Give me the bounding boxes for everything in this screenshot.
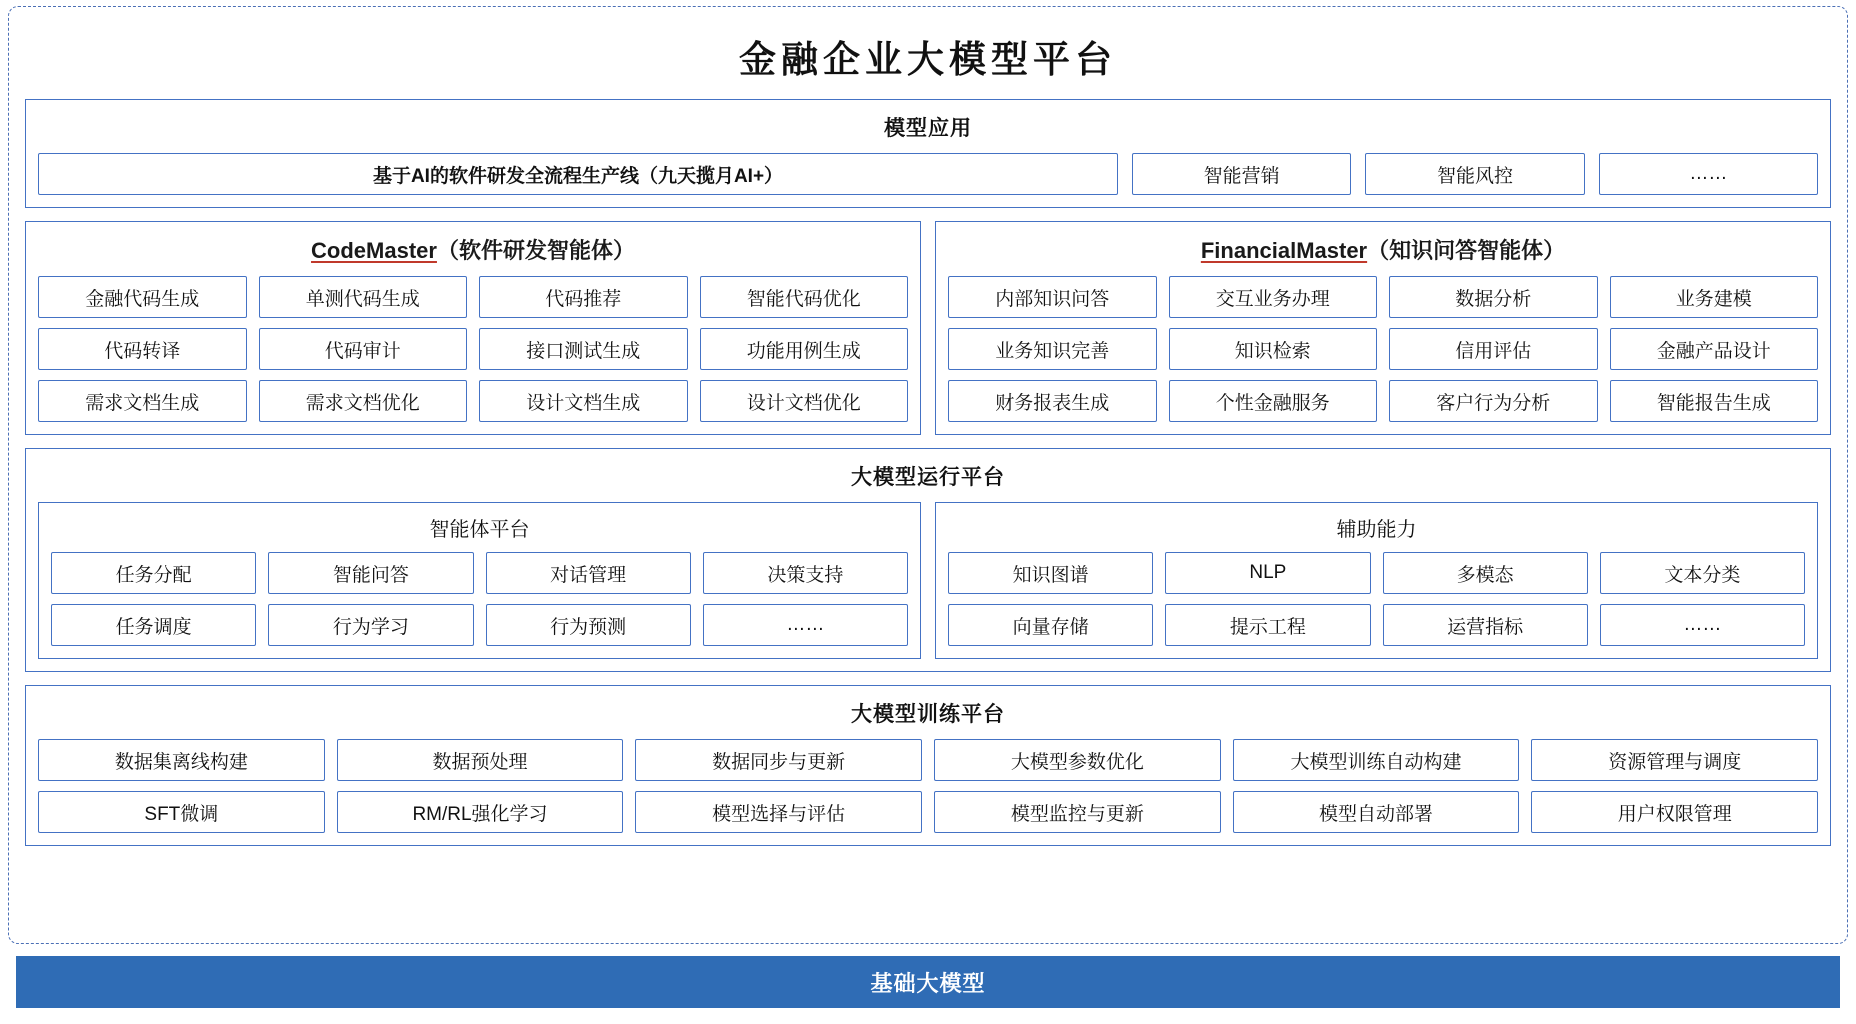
agent-platform-item[interactable]: 任务调度	[51, 604, 256, 646]
codemaster-title-cn: （软件研发智能体）	[436, 238, 635, 263]
training-item[interactable]: 数据预处理	[337, 739, 624, 781]
agent-platform-row	[51, 552, 908, 594]
section-title-training: 大模型训练平台	[851, 703, 1005, 726]
financialmaster-row	[948, 380, 1818, 422]
training-item[interactable]: 模型自动部署	[1233, 791, 1520, 833]
agent-platform-item[interactable]: ……	[703, 604, 908, 646]
assist-capability-item[interactable]: 文本分类	[1600, 552, 1805, 594]
application-item[interactable]: ……	[1599, 153, 1818, 195]
section-title-financialmaster	[948, 234, 1818, 265]
section-runtime-platform	[25, 448, 1831, 672]
section-title-runtime: 大模型运行平台	[851, 466, 1005, 489]
assist-capability-item[interactable]: NLP	[1165, 552, 1370, 594]
diagram-outer-frame	[8, 6, 1848, 944]
foundation-model-bar: 基础大模型	[16, 956, 1840, 1008]
codemaster-item[interactable]: 功能用例生成	[700, 328, 909, 370]
financialmaster-item[interactable]: 个性金融服务	[1169, 380, 1378, 422]
training-item[interactable]: SFT微调	[38, 791, 325, 833]
codemaster-item[interactable]: 代码审计	[259, 328, 468, 370]
codemaster-item[interactable]: 金融代码生成	[38, 276, 247, 318]
application-item[interactable]: 智能风控	[1365, 153, 1584, 195]
section-codemaster	[25, 221, 921, 435]
agent-platform-item[interactable]: 对话管理	[486, 552, 691, 594]
financialmaster-row	[948, 276, 1818, 318]
application-item[interactable]: 智能营销	[1132, 153, 1351, 195]
subsection-title-agent-platform: 智能体平台	[429, 519, 530, 541]
financialmaster-item[interactable]: 信用评估	[1389, 328, 1598, 370]
agent-platform-item[interactable]: 行为预测	[486, 604, 691, 646]
financialmaster-item[interactable]: 数据分析	[1389, 276, 1598, 318]
assist-capability-item[interactable]: 向量存储	[948, 604, 1153, 646]
codemaster-item[interactable]: 需求文档生成	[38, 380, 247, 422]
assist-capability-row	[948, 552, 1805, 594]
runtime-inner-columns	[38, 502, 1818, 659]
application-item[interactable]: 基于AI的软件研发全流程生产线（九天揽月AI+）	[38, 153, 1118, 195]
codemaster-item[interactable]: 单测代码生成	[259, 276, 468, 318]
financialmaster-item[interactable]: 交互业务办理	[1169, 276, 1378, 318]
training-item[interactable]: 大模型训练自动构建	[1233, 739, 1520, 781]
codemaster-title-en: CodeMaster	[311, 238, 437, 263]
financialmaster-row	[948, 328, 1818, 370]
training-item[interactable]: 数据同步与更新	[635, 739, 922, 781]
financialmaster-item[interactable]: 内部知识问答	[948, 276, 1157, 318]
training-item[interactable]: 数据集离线构建	[38, 739, 325, 781]
training-row	[38, 739, 1818, 781]
training-row	[38, 791, 1818, 833]
agents-section	[25, 221, 1831, 435]
financialmaster-item[interactable]: 客户行为分析	[1389, 380, 1598, 422]
financialmaster-item[interactable]: 知识检索	[1169, 328, 1378, 370]
training-item[interactable]: 资源管理与调度	[1531, 739, 1818, 781]
training-item[interactable]: 模型监控与更新	[934, 791, 1221, 833]
financialmaster-title-cn: （知识问答智能体）	[1367, 238, 1566, 263]
section-title-codemaster	[38, 234, 908, 265]
agent-platform-item[interactable]: 任务分配	[51, 552, 256, 594]
codemaster-item[interactable]: 设计文档优化	[700, 380, 909, 422]
agent-platform-item[interactable]: 决策支持	[703, 552, 908, 594]
section-model-applications	[25, 99, 1831, 208]
subsection-assist-capability	[935, 502, 1818, 659]
assist-capability-item[interactable]: 知识图谱	[948, 552, 1153, 594]
section-training-platform	[25, 685, 1831, 846]
agent-platform-item[interactable]: 智能问答	[268, 552, 473, 594]
section-financialmaster	[935, 221, 1831, 435]
codemaster-item[interactable]: 接口测试生成	[479, 328, 688, 370]
training-item[interactable]: 模型选择与评估	[635, 791, 922, 833]
assist-capability-item[interactable]: 提示工程	[1165, 604, 1370, 646]
agent-platform-row	[51, 604, 908, 646]
codemaster-row	[38, 276, 908, 318]
financialmaster-item[interactable]: 业务知识完善	[948, 328, 1157, 370]
training-item[interactable]: 用户权限管理	[1531, 791, 1818, 833]
financialmaster-item[interactable]: 财务报表生成	[948, 380, 1157, 422]
codemaster-item[interactable]: 代码转译	[38, 328, 247, 370]
codemaster-item[interactable]: 代码推荐	[479, 276, 688, 318]
assist-capability-row	[948, 604, 1805, 646]
subsection-title-assist-capability: 辅助能力	[1336, 519, 1417, 541]
financialmaster-item[interactable]: 业务建模	[1610, 276, 1819, 318]
training-item[interactable]: 大模型参数优化	[934, 739, 1221, 781]
training-item[interactable]: RM/RL强化学习	[337, 791, 624, 833]
section-title-applications: 模型应用	[884, 117, 972, 140]
subsection-agent-platform	[38, 502, 921, 659]
assist-capability-item[interactable]: 运营指标	[1383, 604, 1588, 646]
applications-row	[38, 153, 1818, 195]
assist-capability-item[interactable]: ……	[1600, 604, 1805, 646]
codemaster-item[interactable]: 设计文档生成	[479, 380, 688, 422]
financialmaster-title-en: FinancialMaster	[1200, 238, 1368, 263]
codemaster-item[interactable]: 需求文档优化	[259, 380, 468, 422]
assist-capability-item[interactable]: 多模态	[1383, 552, 1588, 594]
page-title: 金融企业大模型平台	[739, 38, 1117, 81]
agent-platform-item[interactable]: 行为学习	[268, 604, 473, 646]
financialmaster-item[interactable]: 金融产品设计	[1610, 328, 1819, 370]
codemaster-row	[38, 328, 908, 370]
codemaster-row	[38, 380, 908, 422]
financialmaster-item[interactable]: 智能报告生成	[1610, 380, 1819, 422]
codemaster-item[interactable]: 智能代码优化	[700, 276, 909, 318]
